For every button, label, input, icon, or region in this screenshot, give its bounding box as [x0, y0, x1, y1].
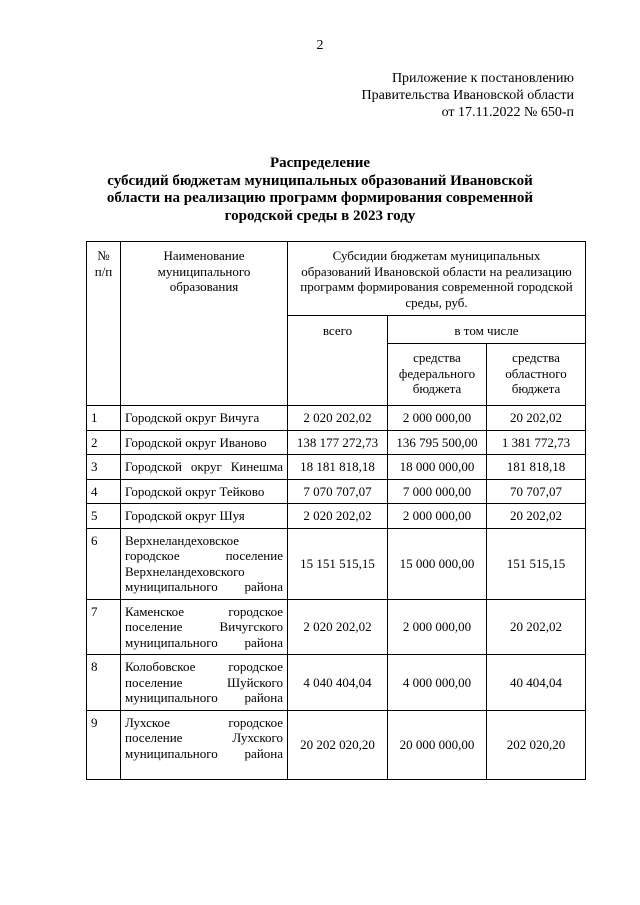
- header-regional: средства областного бюджета: [487, 344, 586, 406]
- appendix-line-2: Правительства Ивановской области: [361, 88, 574, 103]
- row-regional: 40 404,04: [487, 655, 586, 711]
- table-row: [87, 455, 586, 480]
- page-number: 2: [316, 38, 324, 53]
- table-row: [87, 406, 586, 431]
- table-row: [87, 710, 586, 780]
- row-name: Верхнеландеховское городское поселение Верхнеландеховского муниципального района: [121, 528, 288, 599]
- row-total: 18 181 818,18: [288, 455, 388, 480]
- row-num: 8: [87, 655, 121, 711]
- header-num: № п/п: [87, 242, 121, 406]
- table-row: [87, 528, 586, 599]
- row-num: 7: [87, 599, 121, 655]
- row-name: Каменское городское поселение Вичугского муниципального района: [121, 599, 288, 655]
- row-regional: 1 381 772,73: [487, 430, 586, 455]
- table-row: [87, 599, 586, 655]
- table-row: [87, 655, 586, 711]
- row-total: 2 020 202,02: [288, 599, 388, 655]
- row-name: Городской округ Иваново: [121, 430, 288, 455]
- row-name: Городской округ Кинешма: [121, 455, 288, 480]
- row-regional: 20 202,02: [487, 504, 586, 529]
- row-federal: 4 000 000,00: [388, 655, 487, 711]
- document-title: [90, 155, 550, 225]
- row-regional: 181 818,18: [487, 455, 586, 480]
- row-num: 1: [87, 406, 121, 431]
- row-total: 20 202 020,20: [288, 710, 388, 780]
- row-federal: 18 000 000,00: [388, 455, 487, 480]
- row-federal: 15 000 000,00: [388, 528, 487, 599]
- row-name: Колобовское городское поселение Шуйского муниципального района: [121, 655, 288, 711]
- row-total: 2 020 202,02: [288, 406, 388, 431]
- row-regional: 202 020,20: [487, 710, 586, 780]
- table-row: [87, 479, 586, 504]
- header-including: в том числе: [388, 316, 586, 344]
- header-federal: средства федерального бюджета: [388, 344, 487, 406]
- row-name: Городской округ Тейково: [121, 479, 288, 504]
- header-total: всего: [288, 316, 388, 406]
- row-regional: 151 515,15: [487, 528, 586, 599]
- row-total: 7 070 707,07: [288, 479, 388, 504]
- row-total: 2 020 202,02: [288, 504, 388, 529]
- row-num: 6: [87, 528, 121, 599]
- row-federal: 20 000 000,00: [388, 710, 487, 780]
- row-total: 4 040 404,04: [288, 655, 388, 711]
- header-name: Наименование муниципального образования: [121, 242, 288, 406]
- row-name: Городской округ Шуя: [121, 504, 288, 529]
- row-regional: 20 202,02: [487, 406, 586, 431]
- row-num: 9: [87, 710, 121, 780]
- row-federal: 2 000 000,00: [388, 406, 487, 431]
- subsidy-table: [86, 241, 586, 780]
- row-num: 3: [87, 455, 121, 480]
- table-row: [87, 504, 586, 529]
- row-regional: 20 202,02: [487, 599, 586, 655]
- title-line-2: субсидий бюджетам муниципальных образований Ивановской: [107, 172, 533, 189]
- appendix-note: [362, 70, 574, 121]
- row-num: 5: [87, 504, 121, 529]
- row-total: 138 177 272,73: [288, 430, 388, 455]
- row-name: Городской округ Вичуга: [121, 406, 288, 431]
- header-subsidy: Субсидии бюджетам муниципальных образований Ивановской области на реализацию программ формирования современной городской среды, руб.: [288, 242, 586, 316]
- row-federal: 2 000 000,00: [388, 504, 487, 529]
- row-num: 4: [87, 479, 121, 504]
- row-total: 15 151 515,15: [288, 528, 388, 599]
- title-line-3: области на реализацию программ формирования современной: [106, 190, 534, 206]
- row-federal: 2 000 000,00: [388, 599, 487, 655]
- appendix-line-3: от 17.11.2022 № 650-п: [441, 105, 574, 120]
- row-federal: 136 795 500,00: [388, 430, 487, 455]
- title-line-1: Распределение: [269, 155, 371, 171]
- row-federal: 7 000 000,00: [388, 479, 487, 504]
- table-header-row: [87, 242, 586, 316]
- table-row: [87, 430, 586, 455]
- row-num: 2: [87, 430, 121, 455]
- row-regional: 70 707,07: [487, 479, 586, 504]
- appendix-line-1: Приложение к постановлению: [391, 71, 574, 86]
- row-name: Лухское городское поселение Лухского муниципального района: [121, 710, 288, 780]
- title-line-4: городской среды в 2023 году: [224, 207, 416, 224]
